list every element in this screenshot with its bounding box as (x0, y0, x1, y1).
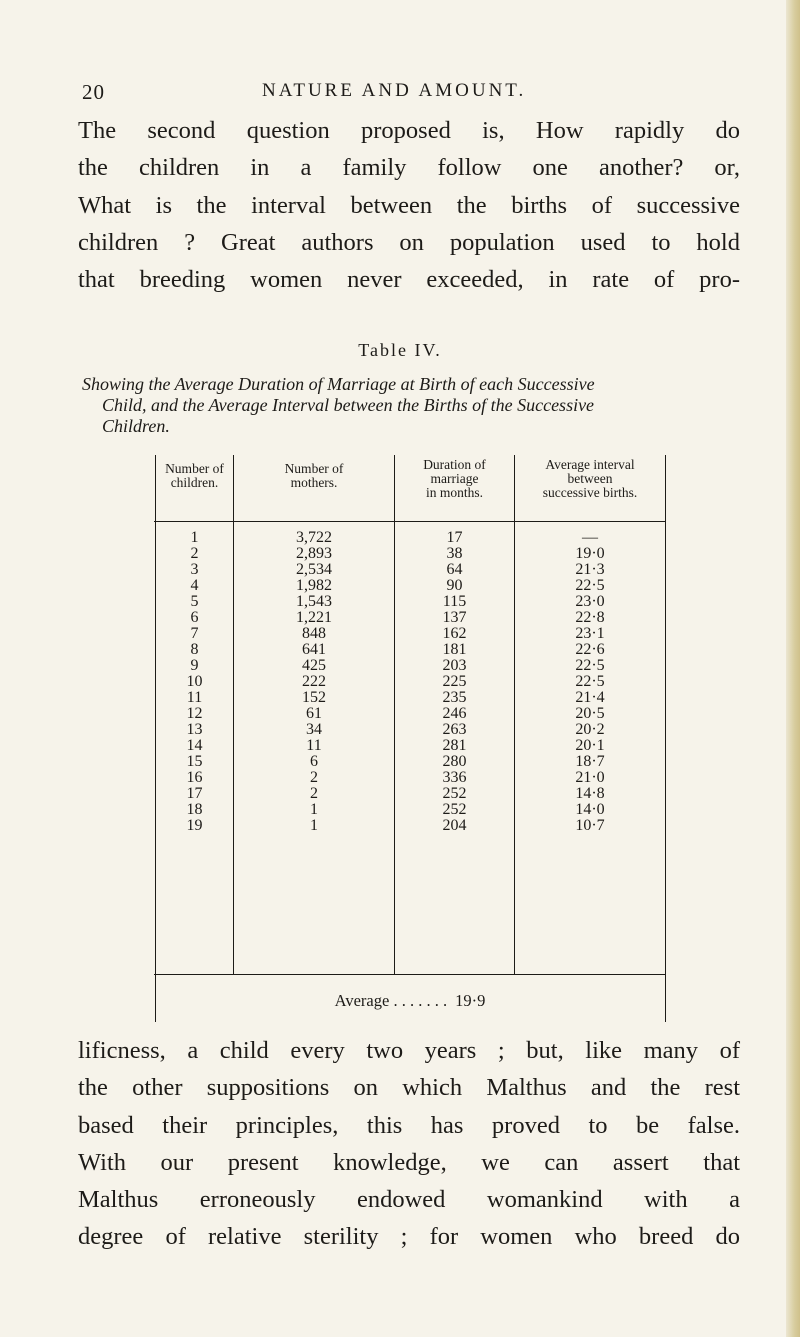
table-row: 5 1,543 115 23·0 (190, 593, 605, 610)
table-row: 19 1 204 10·7 (186, 817, 605, 834)
page-edge (786, 0, 800, 1337)
table-row: 1 3,722 17 — (190, 529, 598, 546)
table-row: 18 1 252 14·0 (186, 801, 605, 818)
table-row: 13 34 263 20·2 (186, 721, 605, 738)
table-row: 17 2 252 14·8 (186, 785, 605, 802)
table-row: 11 152 235 21·4 (186, 689, 605, 706)
data-table (154, 455, 666, 1022)
table-row: 6 1,221 137 22·8 (190, 609, 605, 626)
table-row: 4 1,982 90 22·5 (190, 577, 605, 594)
table-row: 9 425 203 22·5 (190, 657, 605, 674)
table-row: 7 848 162 23·1 (190, 625, 605, 642)
table-row: 10 222 225 22·5 (186, 673, 605, 690)
table-caption: Showing the Average Duration of Marriage at Birth of each Successive Child, and the Average Interval between the Births of the Successive Children. (82, 374, 595, 436)
running-title: NATURE AND AMOUNT. (262, 80, 527, 101)
paragraph-bottom: lificness, a child every two years ; but, like many of the other suppositions on which Malthus and the rest based their principles, this has proved to be false. With our present knowledge, we can assert that Malthus erroneously endowed womankind with a degree of relative sterility ; for women who breed do (78, 1037, 740, 1251)
table-row: 8 641 181 22·6 (190, 641, 605, 658)
header-number-of-mothers: Number of mothers. (284, 461, 344, 490)
table-title: Table IV. (358, 340, 442, 360)
page-header (82, 80, 622, 110)
table-row: 15 6 280 18·7 (186, 753, 605, 770)
average-label: Average . . . . . . . (334, 991, 448, 1010)
table-row: 12 61 246 20·5 (186, 705, 605, 722)
table-average-row (154, 991, 666, 1011)
header-average-interval: Average interval between successive births. (542, 457, 638, 500)
average-value: 19·9 (455, 991, 486, 1010)
table-row: 2 2,893 38 19·0 (190, 545, 605, 562)
paragraph-top: The second question proposed is, How rapidly do the children in a family follow one another? or, What is the interval between the births of successive children ? Great authors on population used to hold that breeding women never exceeded, in rate of pro- (78, 117, 740, 294)
header-number-of-children: Number of children. (165, 461, 224, 490)
page-number: 20 (82, 80, 105, 104)
header-duration-of-marriage: Duration of marriage in months. (423, 457, 486, 500)
table-row: 3 2,534 64 21·3 (190, 561, 605, 578)
table-row: 16 2 336 21·0 (186, 769, 605, 786)
table-row: 14 11 281 20·1 (186, 737, 605, 754)
